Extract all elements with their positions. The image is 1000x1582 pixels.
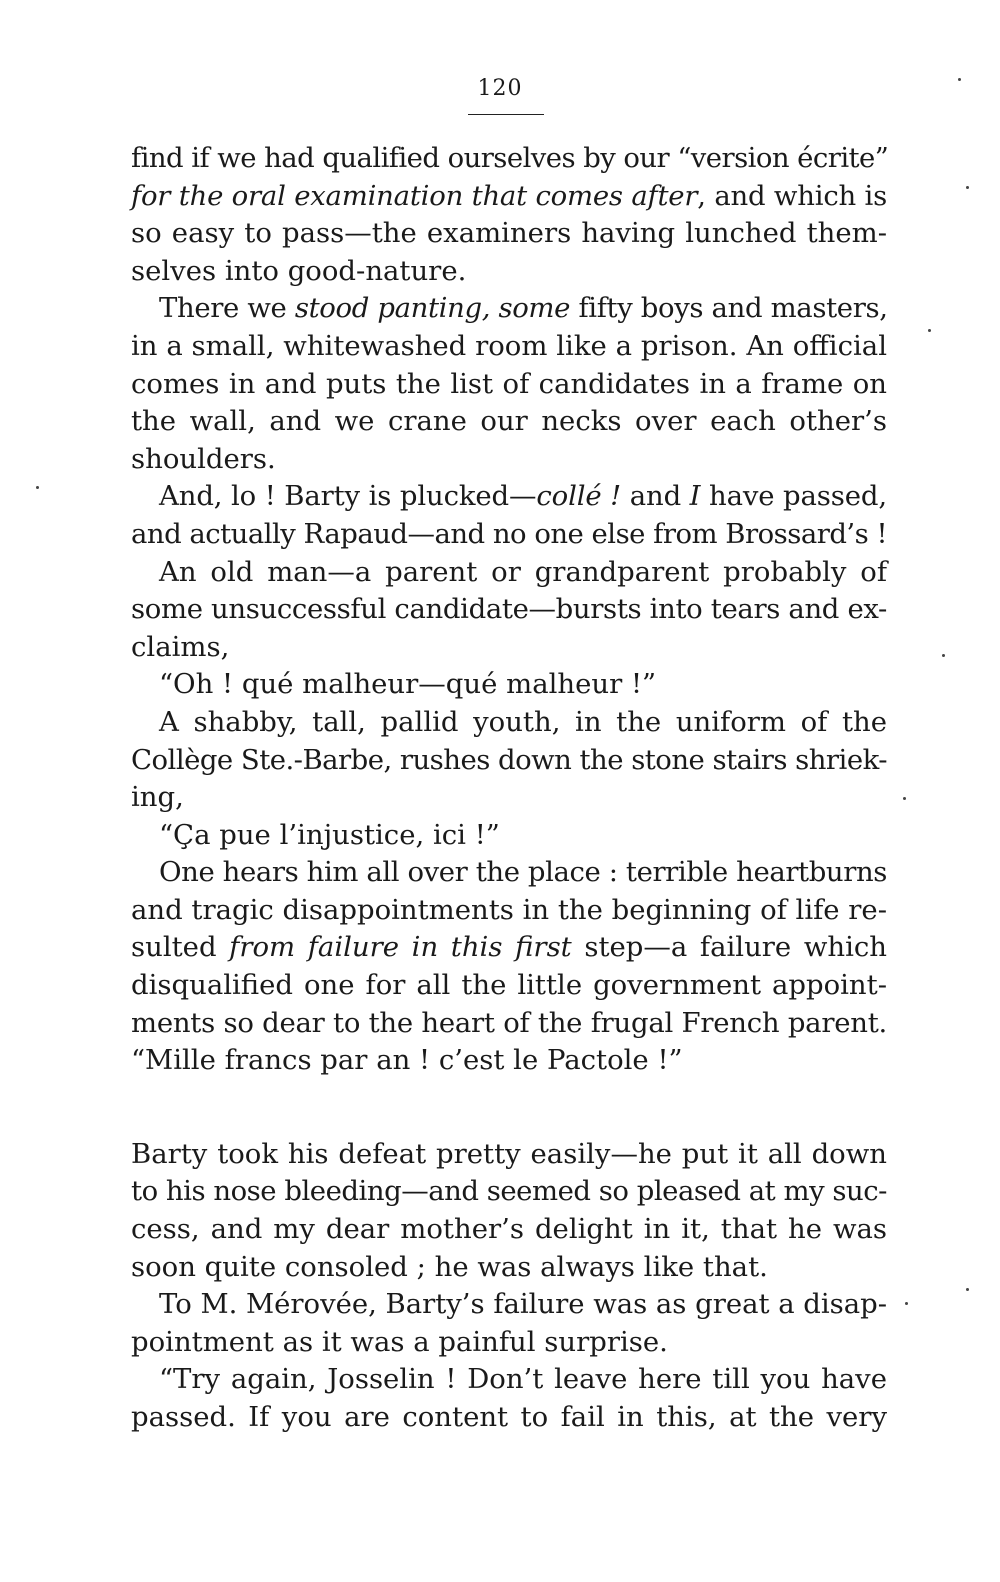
text-line: “Try again, Josselin ! Don’t leave here till you have — [159, 1363, 887, 1396]
text-line: soon quite consoled ; he was always like that. — [131, 1250, 768, 1283]
text-line: An old man—a parent or grandparent probably of — [159, 555, 887, 588]
scan-speck — [905, 1302, 908, 1305]
text-line: pointment as it was a painful surprise. — [131, 1325, 668, 1358]
text-line: “Mille francs par an ! c’est le Pactole !” — [131, 1044, 683, 1077]
text-line: And, lo ! Barty is plucked—collé ! and I have passed, — [159, 480, 888, 513]
page-number-rule — [468, 114, 544, 115]
text-line: so easy to pass—the examiners having lunched them- — [131, 217, 887, 250]
text-line: disqualified one for all the little government appoint- — [131, 969, 887, 1002]
text-line: cess, and my dear mother’s delight in it, that he was — [131, 1213, 887, 1246]
text-line: claims, — [131, 630, 230, 663]
text-line: and tragic disappointments in the beginning of life re- — [131, 893, 887, 926]
text-line: to his nose bleeding—and seemed so pleased at my suc- — [131, 1175, 887, 1208]
text-line: and actually Rapaud—and no one else from Brossard’s ! — [131, 517, 887, 550]
text-line: One hears him all over the place : terrible heartburns — [159, 856, 887, 889]
text-line: Collège Ste.-Barbe, rushes down the stone stairs shriek- — [131, 743, 887, 776]
text-line: selves into good-nature. — [131, 254, 467, 287]
text-line: find if we had qualified ourselves by our “version écrite” — [131, 142, 889, 174]
text-line: “Oh ! qué malheur—qué malheur !” — [159, 668, 657, 701]
scan-speck — [942, 654, 945, 657]
text-line: comes in and puts the list of candidates in a frame on — [131, 367, 887, 400]
text-line: ing, — [131, 781, 184, 814]
text-line: in a small, whitewashed room like a prison. An official — [131, 329, 887, 362]
scan-speck — [966, 186, 969, 189]
text-line: passed. If you are content to fail in this, at the very — [131, 1401, 887, 1433]
scan-speck — [958, 78, 961, 81]
body-text — [131, 140, 887, 1437]
scan-speck — [36, 486, 39, 489]
text-line: shoulders. — [131, 442, 276, 475]
scan-speck — [928, 329, 931, 332]
text-line: the wall, and we crane our necks over each other’s — [131, 405, 887, 438]
text-line: “Ça pue l’injustice, ici !” — [159, 818, 500, 851]
scan-speck — [903, 797, 906, 800]
text-line: Barty took his defeat pretty easily—he put it all down — [131, 1137, 887, 1170]
section-gap — [131, 1080, 887, 1136]
text-line: some unsuccessful candidate—bursts into tears and ex- — [131, 593, 887, 626]
scan-speck — [966, 1288, 969, 1291]
text-line: To M. Mérovée, Barty’s failure was as great a disap- — [159, 1288, 887, 1321]
text-line: for the oral examination that comes after, and which is — [131, 179, 887, 212]
text-line: A shabby, tall, pallid youth, in the uniform of the — [159, 705, 887, 738]
text-line: ments so dear to the heart of the frugal French parent. — [131, 1006, 887, 1039]
text-line: There we stood panting, some fifty boys and masters, — [159, 292, 888, 325]
text-line: sulted from failure in this first step—a failure which — [131, 931, 887, 964]
page-number: 120 — [477, 76, 523, 101]
